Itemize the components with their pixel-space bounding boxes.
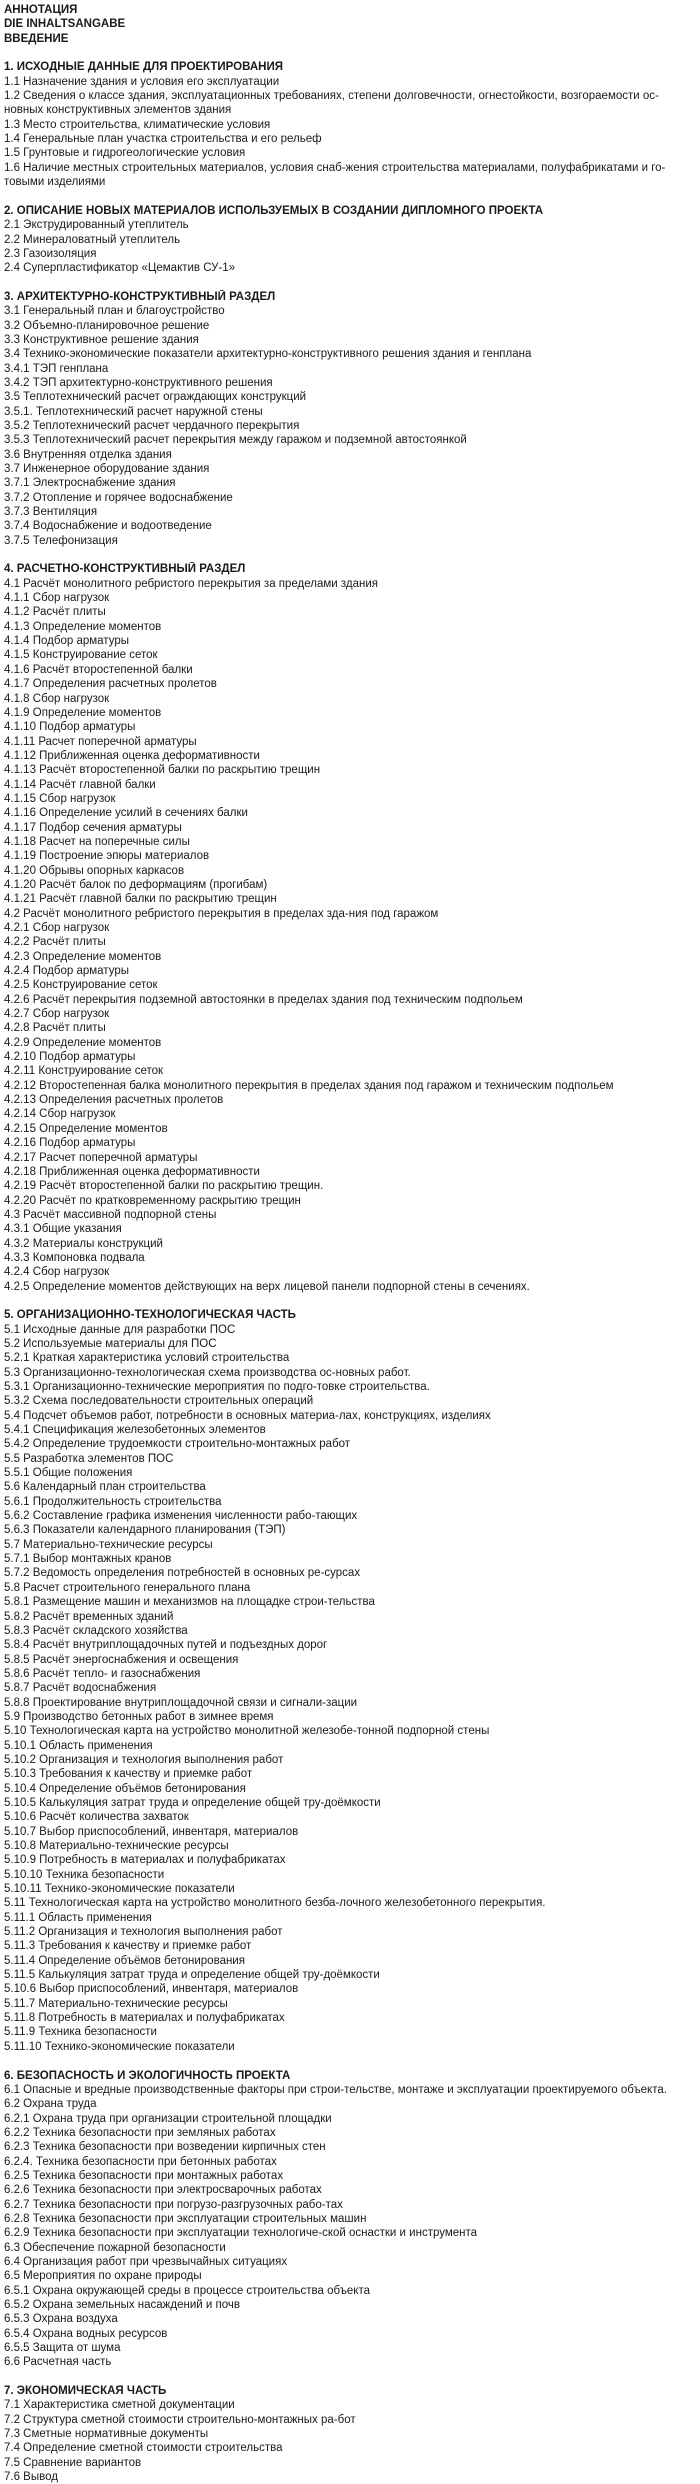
toc-entry: 3.4 Технико-экономические показатели архитектурно-конструктивного решения здания и генплана bbox=[4, 348, 532, 361]
toc-entry: 3.7.5 Телефонизация bbox=[4, 534, 118, 547]
toc-entry: 5.10.10 Техника безопасности bbox=[4, 1868, 165, 1881]
toc-entry: 4.1.18 Расчет на поперечные силы bbox=[4, 835, 190, 848]
toc-entry: 4.2.19 Расчёт второстепенной балки по раскрытию трещин. bbox=[4, 1180, 324, 1193]
toc-entry: 4.2.5 Определение моментов действующих на верх лицевой панели подпорной стены в сечениях. bbox=[4, 1280, 530, 1293]
blank-line bbox=[4, 2370, 696, 2384]
toc-entry: 5.2.1 Краткая характеристика условий строительства bbox=[4, 1352, 290, 1365]
toc-entry: 5.11.7 Материально-технические ресурсы bbox=[4, 1997, 228, 2010]
toc-entry: 5.6.3 Показатели календарного планирования (ТЭП) bbox=[4, 1524, 286, 1537]
toc-entry: 5.1 Исходные данные для разработки ПОС bbox=[4, 1323, 236, 1336]
toc-entry: 4.2 Расчёт монолитного ребристого перекрытия в пределах зда-ния под гаражом bbox=[4, 907, 439, 920]
toc-entry: 5.11.3 Требования к качеству и приемке работ bbox=[4, 1940, 252, 1953]
toc-entry: 4.1.5 Конструирование сеток bbox=[4, 649, 158, 662]
toc-entry: 5.5.1 Общие положения bbox=[4, 1467, 133, 1480]
toc-entry: 5.10.1 Область применения bbox=[4, 1739, 153, 1752]
toc-entry: 4.1.13 Расчёт второстепенной балки по раскрытию трещин bbox=[4, 764, 321, 777]
section-heading: ВВЕДЕНИЕ bbox=[4, 32, 69, 45]
toc-entry: 5.11.5 Калькуляция затрат труда и определение общей тру-доёмкости bbox=[4, 1969, 380, 1982]
toc-entry: 6.5.2 Охрана земельных насаждений и почв bbox=[4, 2299, 240, 2311]
toc-entry: 4.1.4 Подбор арматуры bbox=[4, 635, 129, 648]
toc-entry: 5.11.8 Потребность в материалах и полуфабрикатах bbox=[4, 2012, 285, 2025]
toc-entry: 4.1.20 Расчёт балок по деформациям (прогибам) bbox=[4, 878, 268, 891]
toc-entry: 6.5.4 Охрана водных ресурсов bbox=[4, 2327, 168, 2340]
toc-entry: 5.10.7 Выбор приспособлений, инвентаря, материалов bbox=[4, 1825, 299, 1838]
toc-entry: 6.4 Организация работ при чрезвычайных ситуациях bbox=[4, 2255, 288, 2268]
section-heading: АННОТАЦИЯ bbox=[4, 4, 78, 16]
toc-entry: 5.11.2 Организация и технология выполнения работ bbox=[4, 1926, 283, 1939]
toc-entry: 1.4 Генеральные план участка строительства и его рельеф bbox=[4, 133, 322, 146]
toc-entry: 4.1.20 Обрывы опорных каркасов bbox=[4, 864, 185, 877]
toc-entry: 7.6 Вывод bbox=[4, 2471, 58, 2484]
toc-entry: 4.1.3 Определение моментов bbox=[4, 620, 162, 633]
toc-entry: 5.4 Подсчет объемов работ, потребности в основных материа-лах, конструкциях, изделиях bbox=[4, 1409, 491, 1422]
toc-entry: 4.1.16 Определение усилий в сечениях балки bbox=[4, 807, 248, 820]
toc-entry: 7.3 Сметные нормативные документы bbox=[4, 2428, 209, 2441]
toc-entry: 4.2.5 Конструирование сеток bbox=[4, 979, 158, 992]
toc-entry: 4.2.16 Подбор арматуры bbox=[4, 1137, 136, 1150]
toc-entry: 4.1.8 Сбор нагрузок bbox=[4, 692, 110, 705]
toc-entry: 4.2.14 Сбор нагрузок bbox=[4, 1108, 116, 1121]
toc-entry: 4.3 Расчёт массивной подпорной стены bbox=[4, 1208, 217, 1221]
toc-entry: 1.1 Назначение здания и условия его эксплуатации bbox=[4, 75, 280, 88]
toc-entry: 4.2.10 Подбор арматуры bbox=[4, 1051, 136, 1064]
toc-entry: 5.10.9 Потребность в материалах и полуфабрикатах bbox=[4, 1854, 286, 1867]
blank-line bbox=[4, 276, 696, 290]
toc-entry: 5.6.2 Составление графика изменения численности рабо-тающих bbox=[4, 1510, 358, 1523]
toc-entry: 5.10.2 Организация и технология выполнения работ bbox=[4, 1753, 284, 1766]
section-heading: 4. РАСЧЕТНО-КОНСТРУКТИВНЫЙ РАЗДЕЛ bbox=[4, 563, 246, 576]
toc-entry: 6.2.9 Техника безопасности при эксплуатации технологиче-ской оснастки и инструмента bbox=[4, 2227, 478, 2240]
toc-entry: 6.5.3 Охрана воздуха bbox=[4, 2313, 118, 2326]
toc-entry: 3.5.1. Теплотехнический расчет наружной стены bbox=[4, 405, 263, 418]
toc-entry: 4.1.11 Расчет поперечной арматуры bbox=[4, 735, 197, 748]
toc-entry: 2.1 Экструдированный утеплитель bbox=[4, 219, 189, 232]
toc-entry: 4.1.14 Расчёт главной балки bbox=[4, 778, 156, 791]
toc-entry: 6.2.8 Техника безопасности при эксплуатации строительных машин bbox=[4, 2212, 367, 2225]
toc-entry: 3.5.3 Теплотехнический расчет перекрытия между гаражом и подземной автостоянкой bbox=[4, 434, 467, 447]
toc-entry: 6.2.4. Техника безопасности при бетонных работах bbox=[4, 2155, 277, 2168]
toc-entry: 5.8 Расчет строительного генерального плана bbox=[4, 1581, 251, 1594]
toc-entry: 4.2.1 Сбор нагрузок bbox=[4, 922, 110, 934]
toc-entry: 5.10.3 Требования к качеству и приемке работ bbox=[4, 1768, 253, 1781]
toc-entry: 4.1.19 Построение эпюры материалов bbox=[4, 850, 210, 863]
toc-entry: 4.1.10 Подбор арматуры bbox=[4, 721, 136, 734]
toc-entry: 5.7.2 Ведомость определения потребностей в основных ре-сурсах bbox=[4, 1567, 361, 1580]
toc-entry: 4.1.21 Расчёт главной балки по раскрытию трещин bbox=[4, 893, 277, 906]
toc-entry: 3.3 Конструктивное решение здания bbox=[4, 333, 199, 346]
toc-entry: 5.10.8 Материально-технические ресурсы bbox=[4, 1840, 229, 1852]
toc-entry: 4.2.11 Конструирование сеток bbox=[4, 1065, 164, 1078]
toc-entry: 2.2 Минераловатный утеплитель bbox=[4, 233, 181, 246]
toc-entry: 1.6 Наличие местных строительных материалов, условия снаб-жения строительства материалами, полуфабрикатами и го-товыми изделиями bbox=[4, 161, 666, 189]
toc-entry: 4.2.15 Определение моментов bbox=[4, 1122, 168, 1135]
toc-entry: 5.10 Технологическая карта на устройство монолитной железобе-тонной подпорной стены bbox=[4, 1725, 490, 1738]
toc-entry: 5.7 Материально-технические ресурсы bbox=[4, 1538, 213, 1551]
toc-entry: 5.3.1 Организационно-технические мероприятия по подго-товке строительства. bbox=[4, 1381, 430, 1393]
toc-entry: 5.8.2 Расчёт временных зданий bbox=[4, 1610, 174, 1623]
toc-entry: 5.8.5 Расчёт энергоснабжения и освещения bbox=[4, 1653, 239, 1666]
section-heading: 3. АРХИТЕКТУРНО-КОНСТРУКТИВНЫЙ РАЗДЕЛ bbox=[4, 290, 276, 303]
toc-entry: 6.3 Обеспечение пожарной безопасности bbox=[4, 2241, 226, 2254]
toc-entry: 7.1 Характеристика сметной документации bbox=[4, 2399, 235, 2412]
toc-entry: 4.2.4 Подбор арматуры bbox=[4, 965, 129, 978]
toc-entry: 4.2.7 Сбор нагрузок bbox=[4, 1008, 110, 1021]
toc-entry: 6.6 Расчетная часть bbox=[4, 2356, 112, 2369]
toc-entry: 3.2 Объемно-планировочное решение bbox=[4, 319, 210, 332]
toc-entry: 5.11.4 Определение объёмов бетонирования bbox=[4, 1954, 245, 1967]
toc-entry: 3.7.1 Электроснабжение здания bbox=[4, 477, 176, 490]
toc-entry: 3.1 Генеральный план и благоустройство bbox=[4, 305, 225, 318]
toc-entry: 4.2.12 Второстепенная балка монолитного перекрытия в пределах здания под гаражом и техническим подпольем bbox=[4, 1079, 614, 1092]
toc-entry: 6.2.1 Охрана труда при организации строительной площадки bbox=[4, 2112, 332, 2125]
toc-entry: 4.3.1 Общие указания bbox=[4, 1223, 122, 1236]
toc-entry: 5.8.1 Размещение машин и механизмов на площадке строи-тельства bbox=[4, 1596, 375, 1609]
toc-entry: 5.5 Разработка элементов ПОС bbox=[4, 1452, 174, 1465]
toc-entry: 3.7.4 Водоснабжение и водоотведение bbox=[4, 520, 212, 533]
toc-entry: 3.7.2 Отопление и горячее водоснабжение bbox=[4, 491, 233, 504]
toc-entry: 4.2.6 Расчёт перекрытия подземной автостоянки в пределах здания под техническим подпольем bbox=[4, 993, 523, 1006]
toc-entry: 5.8.7 Расчёт водоснабжения bbox=[4, 1682, 157, 1695]
toc-entry: 5.6.1 Продолжительность строительства bbox=[4, 1495, 222, 1508]
toc-entry: 4.1.17 Подбор сечения арматуры bbox=[4, 821, 182, 834]
toc-entry: 4.2.4 Сбор нагрузок bbox=[4, 1266, 110, 1279]
toc-entry: 6.2.3 Техника безопасности при возведении кирпичных стен bbox=[4, 2141, 326, 2154]
toc-entry: 5.10.6 Выбор приспособлений, инвентаря, материалов bbox=[4, 1983, 299, 1996]
toc-entry: 6.2.5 Техника безопасности при монтажных работах bbox=[4, 2169, 284, 2182]
toc-entry: 3.7.3 Вентиляция bbox=[4, 506, 98, 519]
toc-entry: 4.1.6 Расчёт второстепенной балки bbox=[4, 663, 193, 676]
toc-entry: 5.8.8 Проектирование внутриплощадочной связи и сигнали-зации bbox=[4, 1696, 358, 1709]
toc-entry: 5.2 Используемые материалы для ПОС bbox=[4, 1337, 217, 1350]
blank-line bbox=[4, 189, 696, 203]
toc-entry: 5.4.2 Определение трудоемкости строительно-монтажных работ bbox=[4, 1438, 351, 1451]
toc-entry: 5.9 Производство бетонных работ в зимнее время bbox=[4, 1710, 274, 1723]
toc-entry: 3.4.2 ТЭП архитектурно-конструктивного решения bbox=[4, 376, 273, 389]
toc-entry: 4.1.9 Определение моментов bbox=[4, 706, 162, 719]
blank-line bbox=[4, 46, 696, 60]
toc-entry: 3.5.2 Теплотехнический расчет чердачного перекрытия bbox=[4, 419, 300, 432]
toc-entry: 4.2.8 Расчёт плиты bbox=[4, 1022, 106, 1035]
toc-entry: 7.2 Структура сметной стоимости строительно-монтажных ра-бот bbox=[4, 2413, 356, 2426]
toc-entry: 6.2.2 Техника безопасности при земляных работах bbox=[4, 2126, 276, 2139]
toc-entry: 6.1 Опасные и вредные производственные факторы при строи-тельстве, монтаже и эксплуатации проектируемого объекта. bbox=[4, 2083, 667, 2096]
toc-entry: 5.3.2 Схема последовательности строительных операций bbox=[4, 1395, 314, 1408]
toc-entry: 5.3 Организационно-технологическая схема производства ос-новных работ. bbox=[4, 1366, 411, 1379]
toc-entry: 4.1.2 Расчёт плиты bbox=[4, 606, 106, 619]
blank-line bbox=[4, 548, 696, 562]
toc-entry: 5.7.1 Выбор монтажных кранов bbox=[4, 1553, 172, 1566]
toc-entry: 3.7 Инженерное оборудование здания bbox=[4, 463, 210, 475]
section-heading: 6. БЕЗОПАСНОСТЬ И ЭКОЛОГИЧНОСТЬ ПРОЕКТА bbox=[4, 2069, 291, 2082]
toc-entry: 3.5 Теплотехнический расчет ограждающих конструкций bbox=[4, 391, 307, 404]
blank-line bbox=[4, 1294, 696, 1308]
toc-entry: 4.3.2 Материалы конструкций bbox=[4, 1237, 163, 1250]
toc-entry: 4.1.12 Приближенная оценка деформативности bbox=[4, 749, 260, 762]
toc-entry: 4.3.3 Компоновка подвала bbox=[4, 1251, 145, 1264]
toc-entry: 7.4 Определение сметной стоимости строительства bbox=[4, 2442, 283, 2455]
blank-line bbox=[4, 2054, 696, 2068]
toc-entry: 4.2.17 Расчет поперечной арматуры bbox=[4, 1151, 198, 1164]
section-heading: 1. ИСХОДНЫЕ ДАННЫЕ ДЛЯ ПРОЕКТИРОВАНИЯ bbox=[4, 61, 283, 74]
toc-entry: 6.2.6 Техника безопасности при электросварочных работах bbox=[4, 2184, 322, 2197]
toc-entry: 5.10.5 Калькуляция затрат труда и определение общей тру-доёмкости bbox=[4, 1796, 381, 1809]
toc-entry: 1.3 Место строительства, климатические условия bbox=[4, 118, 271, 131]
toc-entry: 5.6 Календарный план строительства bbox=[4, 1481, 206, 1494]
toc-entry: 4.2.18 Приближенная оценка деформативности bbox=[4, 1165, 260, 1178]
toc-entry: 6.5.5 Защита от шума bbox=[4, 2342, 121, 2355]
toc-entry: 5.10.4 Определение объёмов бетонирования bbox=[4, 1782, 246, 1795]
toc-entry: 4.1.7 Определения расчетных пролетов bbox=[4, 678, 217, 691]
toc-entry: 6.5.1 Охрана окружающей среды в процессе строительства объекта bbox=[4, 2284, 370, 2297]
section-heading: DIE INHALTSANGABE bbox=[4, 18, 126, 31]
toc-entry: 4.1.15 Сбор нагрузок bbox=[4, 792, 116, 805]
toc-entry: 5.10.11 Технико-экономические показатели bbox=[4, 1883, 235, 1896]
toc-entry: 5.10.6 Расчёт количества захваток bbox=[4, 1811, 189, 1824]
toc-entry: 6.2 Охрана труда bbox=[4, 2098, 97, 2111]
toc-entry: 3.6 Внутренняя отделка здания bbox=[4, 448, 172, 461]
section-heading: 7. ЭКОНОМИЧЕСКАЯ ЧАСТЬ bbox=[4, 2385, 167, 2398]
toc-entry: 7.5 Сравнение вариантов bbox=[4, 2456, 142, 2469]
toc-entry: 1.5 Грунтовые и гидрогеологические условия bbox=[4, 147, 246, 160]
toc-entry: 5.11.1 Область применения bbox=[4, 1911, 152, 1924]
toc-entry: 5.8.4 Расчёт внутриплощадочных путей и подъездных дорог bbox=[4, 1639, 328, 1652]
toc-entry: 5.11.9 Техника безопасности bbox=[4, 2026, 157, 2039]
toc-entry: 4.2.9 Определение моментов bbox=[4, 1036, 162, 1049]
section-heading: 2. ОПИСАНИЕ НОВЫХ МАТЕРИАЛОВ ИСПОЛЬЗУЕМЫХ В СОЗДАНИИ ДИПЛОМНОГО ПРОЕКТА bbox=[4, 204, 544, 217]
toc-entry: 2.4 Суперпластификатор «Цемактив СУ-1» bbox=[4, 262, 236, 275]
toc-entry: 3.4.1 ТЭП генплана bbox=[4, 362, 109, 375]
toc-entry: 4.2.20 Расчёт по кратковременному раскрытию трещин bbox=[4, 1194, 301, 1207]
toc-entry: 4.2.3 Определение моментов bbox=[4, 950, 162, 963]
toc-entry: 1.2 Сведения о классе здания, эксплуатационных требованиях, степени долговечности, огнестойкости, возгораемости ос-новных конструктивных элементов здания bbox=[4, 90, 659, 117]
toc-entry: 4.2.13 Определения расчетных пролетов bbox=[4, 1094, 224, 1107]
toc-entry: 4.1.1 Сбор нагрузок bbox=[4, 592, 110, 605]
toc-entry: 5.11 Технологическая карта на устройство монолитного безба-лочного железобетонного перекрытия. bbox=[4, 1897, 546, 1910]
toc-entry: 5.8.3 Расчёт складского хозяйства bbox=[4, 1624, 188, 1637]
toc-entry: 5.11.10 Технико-экономические показатели bbox=[4, 2040, 235, 2053]
toc-entry: 5.8.6 Расчёт тепло- и газоснабжения bbox=[4, 1667, 201, 1680]
toc-entry: 5.4.1 Спецификация железобетонных элементов bbox=[4, 1424, 266, 1437]
toc-entry: 6.2.7 Техника безопасности при погрузо-разгрузочных рабо-тах bbox=[4, 2198, 343, 2211]
section-heading: 5. ОРГАНИЗАЦИОННО-ТЕХНОЛОГИЧЕСКАЯ ЧАСТЬ bbox=[4, 1309, 296, 1322]
toc-entry: 4.2.2 Расчёт плиты bbox=[4, 936, 106, 949]
toc-entry: 6.5 Мероприятия по охране природы bbox=[4, 2270, 202, 2283]
toc-entry: 2.3 Газоизоляция bbox=[4, 247, 97, 260]
toc-entry: 4.1 Расчёт монолитного ребристого перекрытия за пределами здания bbox=[4, 577, 379, 590]
